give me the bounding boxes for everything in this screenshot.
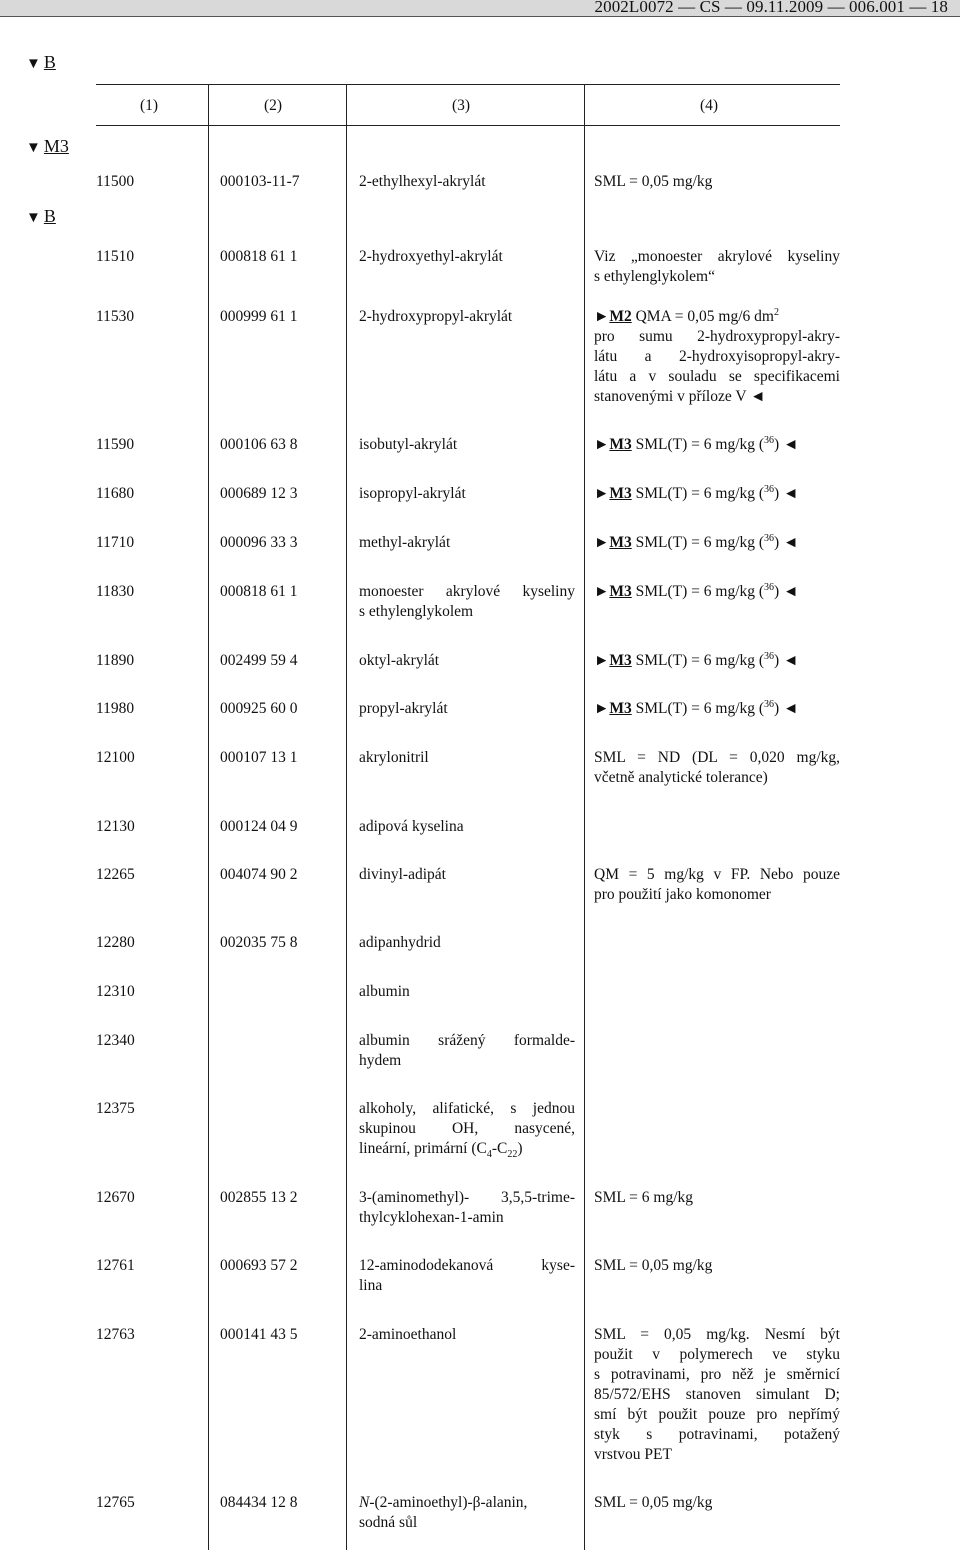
- restriction: SML = 0,05 mg/kg: [594, 173, 713, 190]
- marker-m3: ▼ M3: [26, 136, 69, 156]
- ref-number: 12765: [96, 1494, 135, 1511]
- restriction: ►M3 SML(T) = 6 mg/kg ($^{36}$) ◄: [594, 698, 799, 717]
- restriction: SML = 6 mg/kg: [594, 1189, 694, 1206]
- arrow-left-icon: ◄: [783, 436, 799, 453]
- column-header-1: (1): [140, 97, 159, 114]
- cas-number: 000693 57 2: [220, 1257, 298, 1274]
- arrow-left-icon: ◄: [783, 652, 799, 669]
- substance-name: divinyl-adipát: [359, 866, 446, 883]
- cas-number: 000141 43 5: [220, 1326, 298, 1343]
- footnote-ref[interactable]: 36: [764, 483, 775, 495]
- substance-name: 2-hydroxyethyl-akrylát: [359, 248, 503, 265]
- restriction: SML = ND (DL = 0,020 mg/kg, včetně analytické tolerance): [594, 749, 840, 786]
- ref-number: 11890: [96, 652, 135, 669]
- ref-number: 12340: [96, 1032, 135, 1049]
- restriction: ►M3 SML(T) = 6 mg/kg ($^{36}$) ◄: [594, 434, 799, 453]
- arrow-left-icon: ◄: [783, 583, 799, 600]
- marker-b-2: ▼ B: [26, 206, 56, 226]
- substance-name: 12-aminododekanová kyse- lina: [359, 1257, 575, 1294]
- restriction: ►M3 SML(T) = 6 mg/kg ($^{36}$) ◄: [594, 483, 799, 502]
- ref-number: 11980: [96, 700, 135, 717]
- cas-number: 000096 33 3: [220, 534, 298, 551]
- ref-number: 11680: [96, 485, 135, 502]
- substance-name: adipanhydrid: [359, 934, 441, 951]
- cas-number: 000124 04 9: [220, 818, 298, 835]
- amendment-link[interactable]: M2: [609, 308, 632, 325]
- ref-number: 11530: [96, 308, 135, 325]
- column-header-4: (4): [700, 97, 719, 114]
- restriction: ►M3 SML(T) = 6 mg/kg ($^{36}$) ◄: [594, 581, 799, 600]
- substance-name: methyl-akrylát: [359, 534, 451, 551]
- substance-name: 3-(aminomethyl)- 3,5,5-trime- thylcyklohexan-1-amin: [359, 1189, 575, 1226]
- substance-name: albumin: [359, 983, 410, 1000]
- footnote-ref[interactable]: 36: [764, 434, 775, 446]
- cas-number: 000818 61 1: [220, 248, 298, 265]
- marker-b-1: ▼ B: [26, 52, 56, 72]
- cas-number: 000999 61 1: [220, 308, 298, 325]
- amendment-link[interactable]: M3: [609, 485, 632, 502]
- substance-name: adipová kyselina: [359, 818, 464, 835]
- cas-number: 000106 63 8: [220, 436, 298, 453]
- column-divider-1: [208, 84, 209, 1550]
- column-divider-2: [346, 84, 347, 1550]
- arrow-right-icon: ►: [594, 485, 610, 502]
- ref-number: 11510: [96, 248, 135, 265]
- cas-number: 000818 61 1: [220, 583, 298, 600]
- ref-number: 11500: [96, 173, 135, 190]
- ref-number: 12310: [96, 983, 135, 1000]
- arrow-right-icon: ►: [594, 583, 610, 600]
- amendment-link[interactable]: M3: [609, 652, 632, 669]
- cas-number: 000689 12 3: [220, 485, 298, 502]
- cas-number: 002499 59 4: [220, 652, 298, 669]
- arrow-right-icon: ►: [594, 652, 610, 669]
- restriction: ►M2 QMA = 0,05 mg/6 $dm^2$ pro sumu 2-hydroxypropyl-akry- látu a 2-hydroxyisopropyl-akry- látu a v souladu se specifikacemi stanovenými v příloze V ◄: [594, 306, 840, 405]
- footnote-ref[interactable]: 36: [764, 532, 775, 544]
- restriction: QM = 5 mg/kg v FP. Nebo pouze pro použití jako komonomer: [594, 866, 840, 903]
- ref-number: 12265: [96, 866, 135, 883]
- arrow-left-icon: ◄: [783, 700, 799, 717]
- ref-number: 11590: [96, 436, 135, 453]
- substance-name: albumin srážený formalde- hydem: [359, 1032, 575, 1069]
- restriction: SML = 0,05 mg/kg. Nesmí být použit v polymerech ve styku s potravinami, pro něž je směrnicí 85/572/EHS stanoven simulant D; smí být použit pouze pro nepřímý styk s potravinami, potažený vrstvou PET: [594, 1326, 840, 1463]
- substance-name: alkoholy, alifatické, s jednou skupinou OH, nasycené, lineární, primární $(C_4-C_{22})$: [359, 1100, 575, 1161]
- restriction: SML = 0,05 mg/kg: [594, 1257, 713, 1274]
- ref-number: 11710: [96, 534, 135, 551]
- substance-name: 2-ethylhexyl-akrylát: [359, 173, 486, 190]
- cas-number: 084434 12 8: [220, 1494, 298, 1511]
- triangle-down-icon: ▼: [26, 140, 41, 156]
- restriction: ►M3 SML(T) = 6 mg/kg ($^{36}$) ◄: [594, 650, 799, 669]
- footnote-ref[interactable]: 36: [764, 581, 775, 593]
- ref-number: 12130: [96, 818, 135, 835]
- substance-name: 2-hydroxypropyl-akrylát: [359, 308, 513, 325]
- cas-number: 004074 90 2: [220, 866, 298, 883]
- substance-name: oktyl-akrylát: [359, 652, 440, 669]
- arrow-left-icon: ◄: [783, 485, 799, 502]
- substance-name: isobutyl-akrylát: [359, 436, 458, 453]
- substance-name: propyl-akrylát: [359, 700, 448, 717]
- amendment-link[interactable]: M3: [609, 700, 632, 717]
- footnote-ref[interactable]: 36: [764, 698, 775, 710]
- cas-number: 002855 13 2: [220, 1189, 298, 1206]
- substance-name: 2-aminoethanol: [359, 1326, 457, 1343]
- cas-number: 000103-11-7: [220, 173, 300, 190]
- triangle-down-icon: ▼: [26, 210, 41, 226]
- ref-number: 12100: [96, 749, 135, 766]
- footnote-ref[interactable]: 36: [764, 650, 775, 662]
- ref-number: 12761: [96, 1257, 135, 1274]
- ref-number: 12280: [96, 934, 135, 951]
- ref-number: 12670: [96, 1189, 135, 1206]
- restriction: Viz „monoester akrylové kyseliny s ethylenglykolem“: [594, 248, 840, 285]
- cas-number: 000107 13 1: [220, 749, 298, 766]
- ref-number: 12375: [96, 1100, 135, 1117]
- document-header: 2002L0072 — CS — 09.11.2009 — 006.001 — 18: [594, 0, 948, 16]
- cas-number: 000925 60 0: [220, 700, 298, 717]
- restriction: SML = 0,05 mg/kg: [594, 1494, 713, 1511]
- cas-number: 002035 75 8: [220, 934, 298, 951]
- ref-number: 11830: [96, 583, 135, 600]
- amendment-link[interactable]: M3: [609, 534, 632, 551]
- arrow-left-icon: ◄: [783, 534, 799, 551]
- arrow-right-icon: ►: [594, 700, 610, 717]
- column-divider-3: [584, 84, 585, 1550]
- column-header-3: (3): [452, 97, 471, 114]
- column-header-2: (2): [264, 97, 283, 114]
- arrow-right-icon: ►: [594, 436, 610, 453]
- triangle-down-icon: ▼: [26, 56, 41, 72]
- amendment-link[interactable]: M3: [609, 583, 632, 600]
- substance-name: N-(2-aminoethyl)-β-alanin, sodná sůl: [359, 1494, 528, 1531]
- amendment-link[interactable]: M3: [609, 436, 632, 453]
- ref-number: 12763: [96, 1326, 135, 1343]
- arrow-right-icon: ►: [594, 534, 610, 551]
- substance-name: monoester akrylové kyseliny s ethylenglykolem: [359, 583, 575, 620]
- substance-name: akrylonitril: [359, 749, 429, 766]
- arrow-left-icon: ◄: [750, 388, 766, 405]
- restriction: ►M3 SML(T) = 6 mg/kg ($^{36}$) ◄: [594, 532, 799, 551]
- substance-name: isopropyl-akrylát: [359, 485, 466, 502]
- arrow-right-icon: ►: [594, 308, 610, 325]
